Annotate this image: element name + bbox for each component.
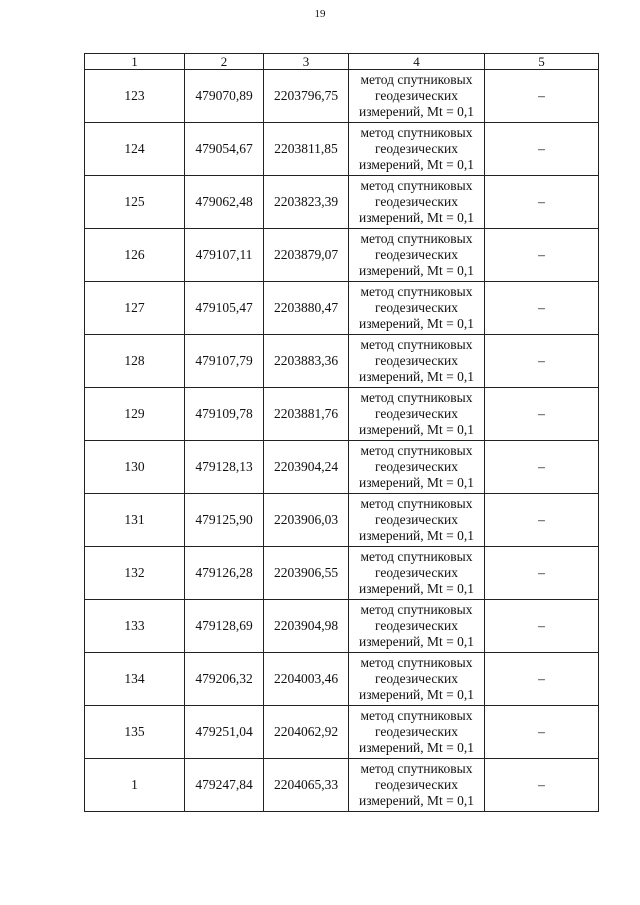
note-cell: –	[485, 282, 599, 335]
point-number-cell: 123	[85, 70, 185, 123]
note-cell: –	[485, 706, 599, 759]
note-cell: –	[485, 653, 599, 706]
method-cell: метод спутниковых геодезических измерений, Mt = 0,1	[349, 653, 485, 706]
table-body	[85, 70, 599, 812]
column-header: 3	[264, 54, 349, 70]
table-header-row	[85, 54, 599, 70]
method-cell: метод спутниковых геодезических измерений, Mt = 0,1	[349, 494, 485, 547]
method-cell: метод спутниковых геодезических измерений, Mt = 0,1	[349, 706, 485, 759]
table-row	[85, 229, 599, 282]
y-coordinate-cell: 2203904,98	[264, 600, 349, 653]
table-row	[85, 653, 599, 706]
point-number-cell: 134	[85, 653, 185, 706]
method-cell: метод спутниковых геодезических измерений, Mt = 0,1	[349, 759, 485, 812]
x-coordinate-cell: 479128,13	[185, 441, 264, 494]
point-number-cell: 129	[85, 388, 185, 441]
note-cell: –	[485, 547, 599, 600]
method-cell: метод спутниковых геодезических измерений, Mt = 0,1	[349, 70, 485, 123]
note-cell: –	[485, 229, 599, 282]
note-cell: –	[485, 600, 599, 653]
method-cell: метод спутниковых геодезических измерений, Mt = 0,1	[349, 547, 485, 600]
y-coordinate-cell: 2203796,75	[264, 70, 349, 123]
table-row	[85, 123, 599, 176]
y-coordinate-cell: 2204003,46	[264, 653, 349, 706]
note-cell: –	[485, 335, 599, 388]
point-number-cell: 128	[85, 335, 185, 388]
method-cell: метод спутниковых геодезических измерений, Mt = 0,1	[349, 388, 485, 441]
y-coordinate-cell: 2203906,03	[264, 494, 349, 547]
x-coordinate-cell: 479247,84	[185, 759, 264, 812]
coordinates-table	[84, 53, 599, 812]
x-coordinate-cell: 479062,48	[185, 176, 264, 229]
table-row	[85, 759, 599, 812]
x-coordinate-cell: 479070,89	[185, 70, 264, 123]
note-cell: –	[485, 494, 599, 547]
y-coordinate-cell: 2203823,39	[264, 176, 349, 229]
x-coordinate-cell: 479105,47	[185, 282, 264, 335]
table-row	[85, 494, 599, 547]
y-coordinate-cell: 2203906,55	[264, 547, 349, 600]
method-cell: метод спутниковых геодезических измерений, Mt = 0,1	[349, 229, 485, 282]
y-coordinate-cell: 2203879,07	[264, 229, 349, 282]
table-row	[85, 706, 599, 759]
method-cell: метод спутниковых геодезических измерений, Mt = 0,1	[349, 600, 485, 653]
point-number-cell: 125	[85, 176, 185, 229]
method-cell: метод спутниковых геодезических измерений, Mt = 0,1	[349, 282, 485, 335]
x-coordinate-cell: 479125,90	[185, 494, 264, 547]
y-coordinate-cell: 2204062,92	[264, 706, 349, 759]
method-cell: метод спутниковых геодезических измерений, Mt = 0,1	[349, 123, 485, 176]
table-row	[85, 388, 599, 441]
point-number-cell: 1	[85, 759, 185, 812]
table-row	[85, 600, 599, 653]
table-row	[85, 335, 599, 388]
point-number-cell: 131	[85, 494, 185, 547]
page-number: 19	[314, 8, 326, 20]
table-row	[85, 282, 599, 335]
point-number-cell: 135	[85, 706, 185, 759]
y-coordinate-cell: 2203880,47	[264, 282, 349, 335]
x-coordinate-cell: 479251,04	[185, 706, 264, 759]
x-coordinate-cell: 479107,79	[185, 335, 264, 388]
x-coordinate-cell: 479126,28	[185, 547, 264, 600]
x-coordinate-cell: 479107,11	[185, 229, 264, 282]
column-header: 2	[185, 54, 264, 70]
method-cell: метод спутниковых геодезических измерений, Mt = 0,1	[349, 176, 485, 229]
table-row	[85, 547, 599, 600]
y-coordinate-cell: 2203811,85	[264, 123, 349, 176]
x-coordinate-cell: 479128,69	[185, 600, 264, 653]
y-coordinate-cell: 2203883,36	[264, 335, 349, 388]
column-header: 5	[485, 54, 599, 70]
y-coordinate-cell: 2204065,33	[264, 759, 349, 812]
point-number-cell: 130	[85, 441, 185, 494]
point-number-cell: 127	[85, 282, 185, 335]
point-number-cell: 132	[85, 547, 185, 600]
y-coordinate-cell: 2203904,24	[264, 441, 349, 494]
x-coordinate-cell: 479109,78	[185, 388, 264, 441]
point-number-cell: 133	[85, 600, 185, 653]
note-cell: –	[485, 176, 599, 229]
point-number-cell: 126	[85, 229, 185, 282]
method-cell: метод спутниковых геодезических измерений, Mt = 0,1	[349, 441, 485, 494]
column-header: 4	[349, 54, 485, 70]
y-coordinate-cell: 2203881,76	[264, 388, 349, 441]
table-row	[85, 176, 599, 229]
x-coordinate-cell: 479054,67	[185, 123, 264, 176]
table-row	[85, 441, 599, 494]
note-cell: –	[485, 70, 599, 123]
column-header: 1	[85, 54, 185, 70]
note-cell: –	[485, 388, 599, 441]
x-coordinate-cell: 479206,32	[185, 653, 264, 706]
method-cell: метод спутниковых геодезических измерений, Mt = 0,1	[349, 335, 485, 388]
note-cell: –	[485, 123, 599, 176]
point-number-cell: 124	[85, 123, 185, 176]
note-cell: –	[485, 441, 599, 494]
note-cell: –	[485, 759, 599, 812]
table-row	[85, 70, 599, 123]
